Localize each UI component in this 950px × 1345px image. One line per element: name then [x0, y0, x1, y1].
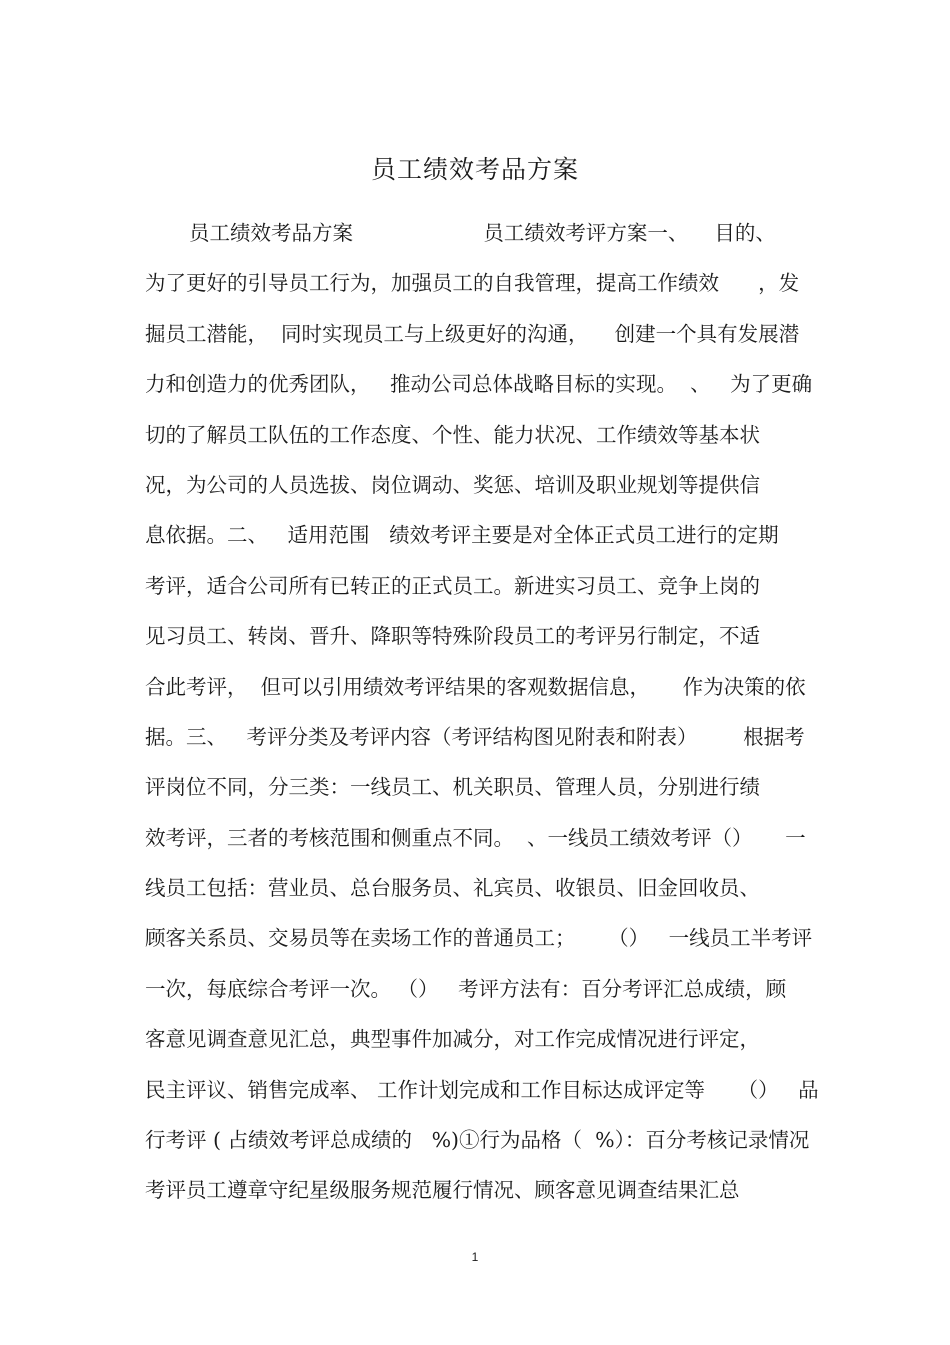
body-line: 效考评，三者的考核范围和侧重点不同。 、一线员工绩效考评（） 一	[145, 825, 806, 850]
body-line: 况，为公司的人员选拔、岗位调动、奖惩、培训及职业规划等提供信	[145, 472, 760, 497]
body-line: 员工绩效考品方案 员工绩效考评方案一、 目的、	[189, 221, 776, 245]
body-line: 民主评议、销售完成率、 工作计划完成和工作目标达成评定等 （） 品	[145, 1077, 819, 1102]
document-title: 员工绩效考品方案	[370, 155, 579, 184]
body-line: 掘员工潜能， 同时实现员工与上级更好的沟通， 创建一个具有发展潜	[145, 321, 800, 346]
body-line: 客意见调查意见汇总，典型事件加减分，对工作完成情况进行评定，	[145, 1027, 760, 1052]
body-line: 见习员工、转岗、晋升、降职等特殊阶段员工的考评另行制定，不适	[145, 624, 760, 649]
body-line: 考评员工遵章守纪星级服务规范履行情况、顾客意见调查结果汇总	[145, 1178, 740, 1203]
body-line: 据。三、 考评分类及考评内容（考评结构图见附表和附表） 根据考	[145, 724, 805, 749]
body-line: 一次，每底综合考评一次。 （） 考评方法有：百分考评汇总成绩，顾	[145, 976, 787, 1001]
page-number: 1	[471, 1250, 479, 1264]
body-line: 为了更好的引导员工行为，加强员工的自我管理，提高工作绩效 ，发	[145, 271, 800, 296]
document-body	[145, 216, 819, 1224]
body-line: 力和创造力的优秀团队， 推动公司总体战略目标的实现。 、 为了更确	[145, 372, 813, 397]
body-line: 行考评 ( 占绩效考评总成绩的 %)①行为品格（ %）：百分考核记录情况	[145, 1128, 810, 1153]
body-line: 合此考评， 但可以引用绩效考评结果的客观数据信息， 作为决策的依	[145, 674, 806, 699]
body-line: 息依据。二、 适用范围 绩效考评主要是对全体正式员工进行的定期	[145, 523, 779, 548]
body-line: 考评，适合公司所有已转正的正式员工。新进实习员工、竞争上岗的	[145, 573, 760, 598]
body-line: 切的了解员工队伍的工作态度、个性、能力状况、工作绩效等基本状	[145, 422, 760, 447]
body-line: 顾客关系员、交易员等在卖场工作的普通员工； （） 一线员工半考评	[145, 926, 813, 951]
body-line: 评岗位不同，分三类：一线员工、机关职员、管理人员，分别进行绩	[145, 775, 760, 800]
body-line: 线员工包括：营业员、总台服务员、礼宾员、收银员、旧金回收员、	[145, 876, 760, 901]
